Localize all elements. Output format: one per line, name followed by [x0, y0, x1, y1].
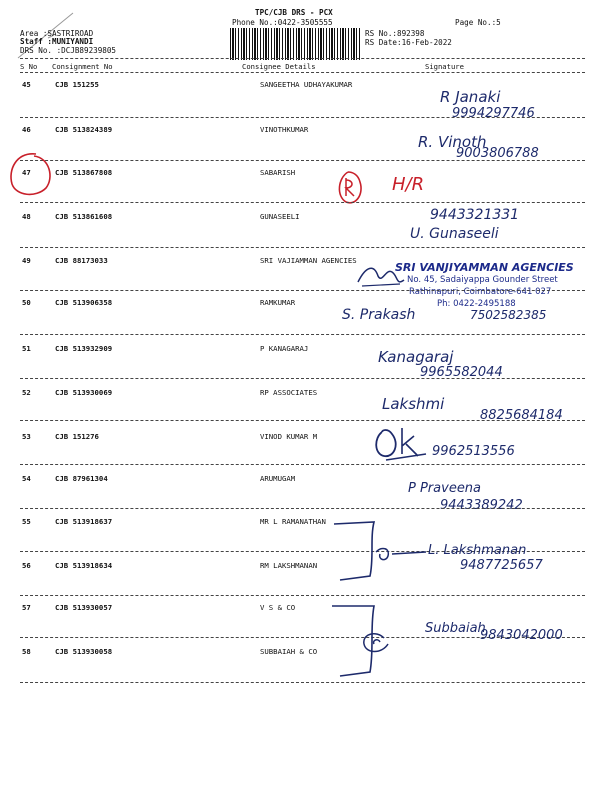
signature-phone: 9962513556: [432, 444, 515, 459]
sno: 53: [22, 432, 31, 441]
stamp-city: Rathinapuri, Coimbatore-641 027: [409, 287, 552, 297]
consignee-name: VINOTHKUMAR: [260, 125, 309, 134]
consignment-no: CJB 513930058: [55, 647, 113, 656]
doc-title: TPC/CJB DRS - PCX: [255, 8, 333, 17]
consignment-no: CJB 513906358: [55, 298, 113, 307]
consignment-no: CJB 513930069: [55, 388, 113, 397]
signature-name: R Janaki: [440, 88, 501, 106]
sno: 52: [22, 388, 31, 397]
stamp-name: SRI VANJIYAMMAN AGENCIES: [395, 261, 574, 274]
consignee-name: VINOD KUMAR M: [260, 432, 318, 441]
rs-number: RS No.:892398: [365, 29, 425, 38]
signature-name: R. Vinoth: [418, 133, 487, 151]
company-stamp: [395, 261, 574, 310]
signature-name: S. Prakash: [342, 307, 416, 323]
signature-name: Subbaiah: [425, 621, 486, 636]
page-number: Page No.:5: [455, 18, 501, 27]
consignee-name: RP ASSOCIATES: [260, 388, 318, 397]
signature-name: U. Gunaseeli: [410, 226, 499, 242]
stamp-address: No. 45, Sadaiyappa Gounder Street: [407, 275, 558, 285]
consignee-name: P KANAGARAJ: [260, 344, 309, 353]
col-sno: S No: [20, 62, 38, 71]
signature-phone: 9443389242: [440, 498, 523, 513]
col-consignment: Consignment No: [52, 62, 113, 71]
sno: 55: [22, 517, 31, 526]
stamp-phone: Ph: 0422-2495188: [437, 299, 516, 309]
bracket-signature-icon: [330, 518, 440, 588]
consignee-name: SANGEETHA UDHAYAKUMAR: [260, 80, 353, 89]
consignee-name: V S & CO: [260, 603, 296, 612]
sno: 51: [22, 344, 31, 353]
signature-name: Kanagaraj: [378, 348, 454, 366]
bracket-signature-icon: [326, 604, 436, 680]
consignee-name: SUBBAIAH & CO: [260, 647, 318, 656]
consignee-name: SRI VAJIAMMAN AGENCIES: [260, 256, 357, 265]
sno: 46: [22, 125, 31, 134]
consignee-name: MR L RAMANATHAN: [260, 517, 326, 526]
drs-number: DRS No. :DCJB89239805: [20, 46, 117, 55]
signature-phone: 9003806788: [456, 146, 539, 161]
consignee-name: RM LAKSHMANAN: [260, 561, 318, 570]
consignment-no: CJB 87961304: [55, 474, 108, 483]
signature-phone: 9994297746: [452, 106, 535, 121]
rs-date: RS Date:16-Feb-2022: [365, 38, 452, 47]
sno: 45: [22, 80, 31, 89]
signature-phone: 9965582044: [420, 365, 503, 380]
signature-name: L. Lakshmanan: [428, 543, 527, 558]
consignment-no: CJB 513930057: [55, 603, 113, 612]
consignment-no: CJB 513918634: [55, 561, 113, 570]
consignee-name: GUNASEELI: [260, 212, 300, 221]
consignee-name: ARUMUGAM: [260, 474, 296, 483]
signature-scribble-icon: [372, 424, 432, 464]
consignment-no: CJB 151255: [55, 80, 99, 89]
sno: 57: [22, 603, 31, 612]
consignment-no: CJB 151276: [55, 432, 99, 441]
phone-number: Phone No.:0422-3505555: [232, 18, 333, 27]
signature-phone: 9487725657: [460, 558, 543, 573]
consignment-no: CJB 88173033: [55, 256, 108, 265]
signature-phone: 9443321331: [430, 207, 520, 223]
consignee-name: SABARISH: [260, 168, 296, 177]
sno: 58: [22, 647, 31, 656]
signature-phone: 7502582385: [470, 308, 547, 322]
barcode: [230, 28, 360, 60]
sno: 49: [22, 256, 31, 265]
signature-name: Lakshmi: [382, 395, 445, 413]
consignment-no: CJB 513867808: [55, 168, 113, 177]
consignment-no: CJB 513932909: [55, 344, 113, 353]
area-label: Area :SASTRIROAD: [20, 29, 94, 38]
signature-name: H/R: [392, 174, 425, 195]
col-consignee: Consignee Details: [242, 62, 316, 71]
sno: 48: [22, 212, 31, 221]
sno: 47: [22, 168, 31, 177]
signature-name: P Praveena: [408, 481, 482, 496]
sno: 50: [22, 298, 31, 307]
sno: 54: [22, 474, 31, 483]
staff-label: Staff :MUNIYANDI: [20, 37, 94, 46]
signature-phone: 9843042000: [480, 628, 563, 643]
red-circle-mark-icon: [6, 150, 56, 200]
col-signature: Signature: [425, 62, 464, 71]
consignment-no: CJB 513918637: [55, 517, 113, 526]
consignment-no: CJB 513861608: [55, 212, 113, 221]
signature-phone: 8825684184: [480, 408, 563, 423]
sno: 56: [22, 561, 31, 570]
consignment-no: CJB 513824389: [55, 125, 113, 134]
consignee-name: RAMKUMAR: [260, 298, 296, 307]
